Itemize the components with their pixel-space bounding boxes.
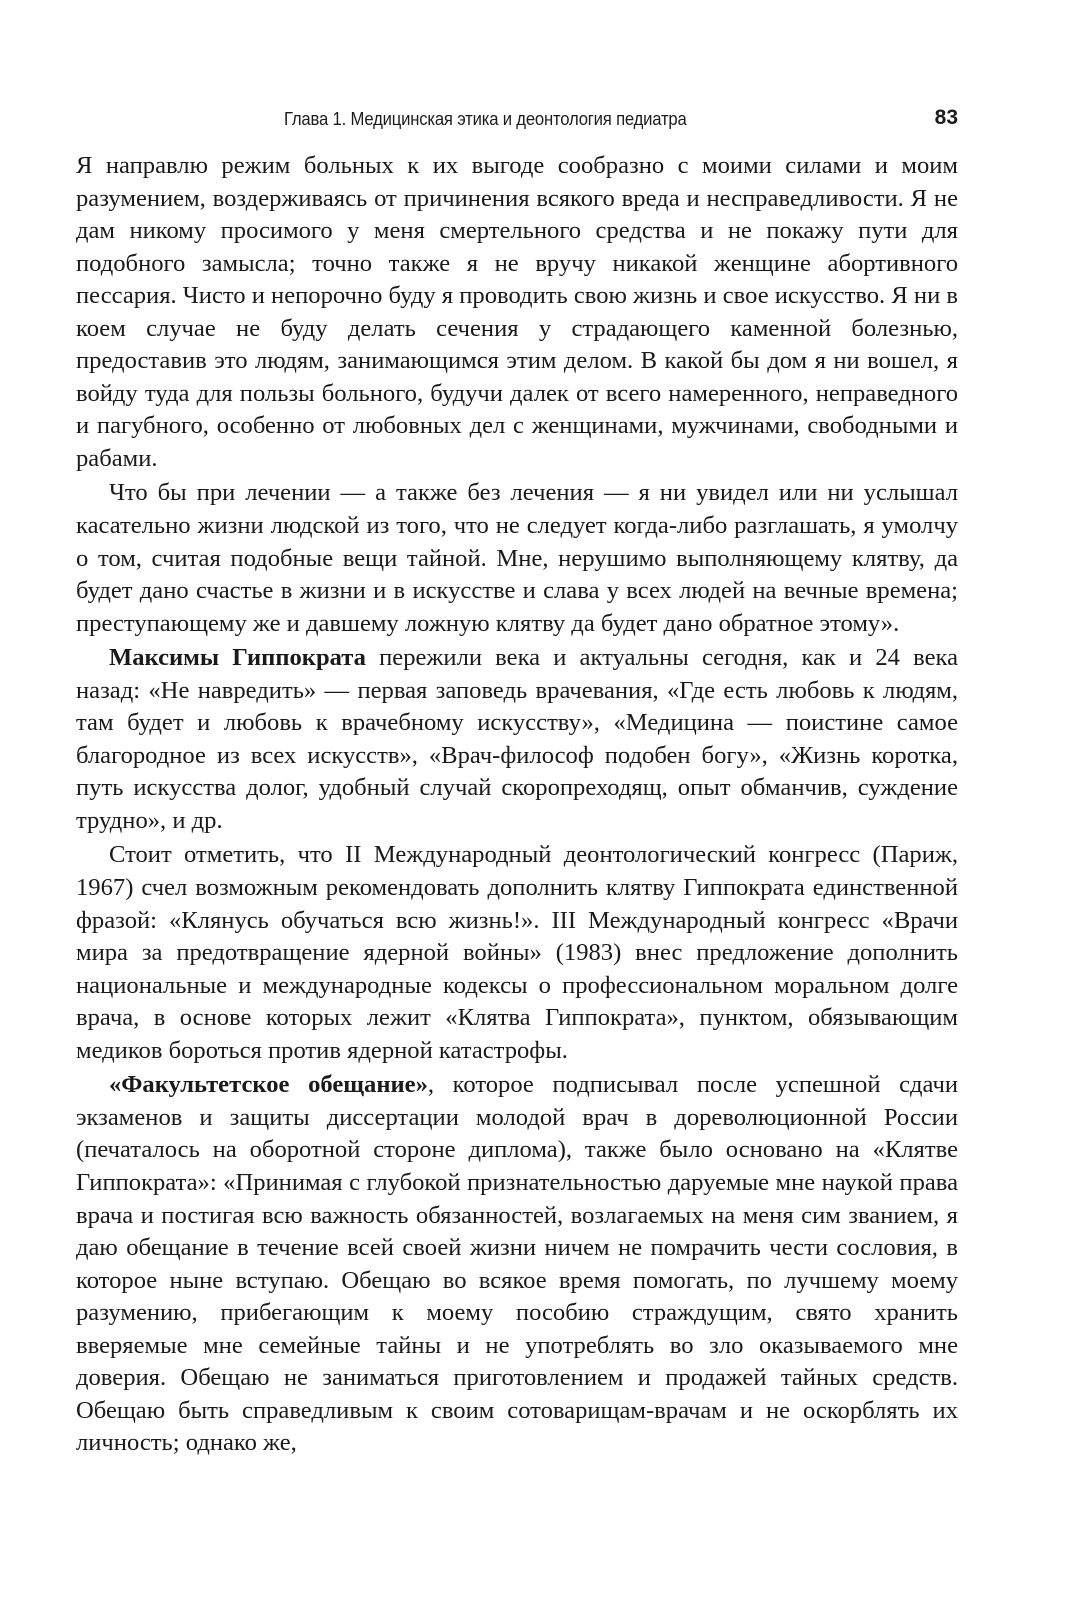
paragraph-text: Что бы при лечении — а также без лечения — я ни увидел или ни услышал касательно жизни людской из того, что не следует когда-либо разглашать, я умолчу о том, считая подобные вещи тайной. Мне, нерушимо выполняющему клятву, да будет дано счастье в жизни и в искусстве и слава у всех людей на вечные времена; преступающему же и давшему ложную клятву да будет дано обратное этому». [76,479,958,637]
paragraph-lead: Максимы Гиппократа [109,644,366,672]
paragraph-oath-continued [76,150,958,475]
body-text [76,150,958,1460]
paragraph-maxims [76,642,958,837]
paragraph-text: пережили века и актуальны сегодня, как и 24 века назад: «Не навредить» — первая заповедь врачевания, «Где есть любовь к людям, там будет и любовь к врачебному искусству», «Медицина — поистине самое благородное из всех искусств», «Врач-философ подобен богу», «Жизнь коротка, путь искусства долог, удобный случай скоропреходящ, опыт обманчив, суждение трудно», и др. [76,644,958,834]
running-header [76,108,958,136]
paragraph-congress [76,839,958,1067]
paragraph-oath-secrecy [76,477,958,640]
paragraph-text: Я направлю режим больных к их выгоде сообразно с моими силами и моим разумением, воздерживаясь от причинения всякого вреда и несправедливости. Я не дам никому просимого у меня смертельного средства и не покажу пути для подобного замысла; точно также я не вручу никакой женщине абортивного пессария. Чисто и непорочно буду я проводить свою жизнь и свое искусство. Я ни в коем случае не буду делать сечения у страдающего каменной болезнью, предоставив это людям, занимающимся этим делом. В какой бы дом я ни вошел, я войду туда для пользы больного, будучи далек от всего намеренного, неправедного и пагубного, особенно от любовных дел с женщинами, мужчинами, свободными и рабами. [76,152,958,472]
paragraph-faculty-promise [76,1069,958,1460]
page-number: 83 [934,106,958,129]
paragraph-text: Стоит отметить, что II Международный деонтологический конгресс (Париж, 1967) счел возможным рекомендовать дополнить клятву Гиппократа единственной фразой: «Клянусь обучаться всю жизнь!». III Международный конгресс «Врачи мира за предотвращение ядерной войны» (1983) внес предложение дополнить национальные и международные кодексы о профессиональном моральном долге врача, в основе которых лежит «Клятва Гиппократа», пунктом, обязывающим медиков бороться против ядерной катастрофы. [76,841,958,1064]
chapter-title: Глава 1. Медицинская этика и деонтология педиатра [284,108,687,129]
paragraph-lead: «Факультетское обещание» [109,1071,428,1099]
paragraph-text: , которое подписывал после успешной сдачи экзаменов и защиты диссертации молодой врач в дореволюционной России (печаталось на оборотной стороне диплома), также было основано на «Клятве Гиппократа»: «Принимая с глубокой признательностью даруемые мне наукой права врача и постигая всю важность обязанностей, возлагаемых на меня сим званием, я даю обещание в течение всей своей жизни ничем не помрачить чести сословия, в которое ныне вступаю. Обещаю во всякое время помогать, по лучшему моему разумению, прибегающим к моему пособию страждущим, свято хранить вверяемые мне семейные тайны и не употреблять во зло оказываемого мне доверия. Обещаю не заниматься приготовлением и продажей тайных средств. Обещаю быть справедливым к своим сотоварищам-врачам и не оскорблять их личность; однако же, [76,1071,958,1457]
